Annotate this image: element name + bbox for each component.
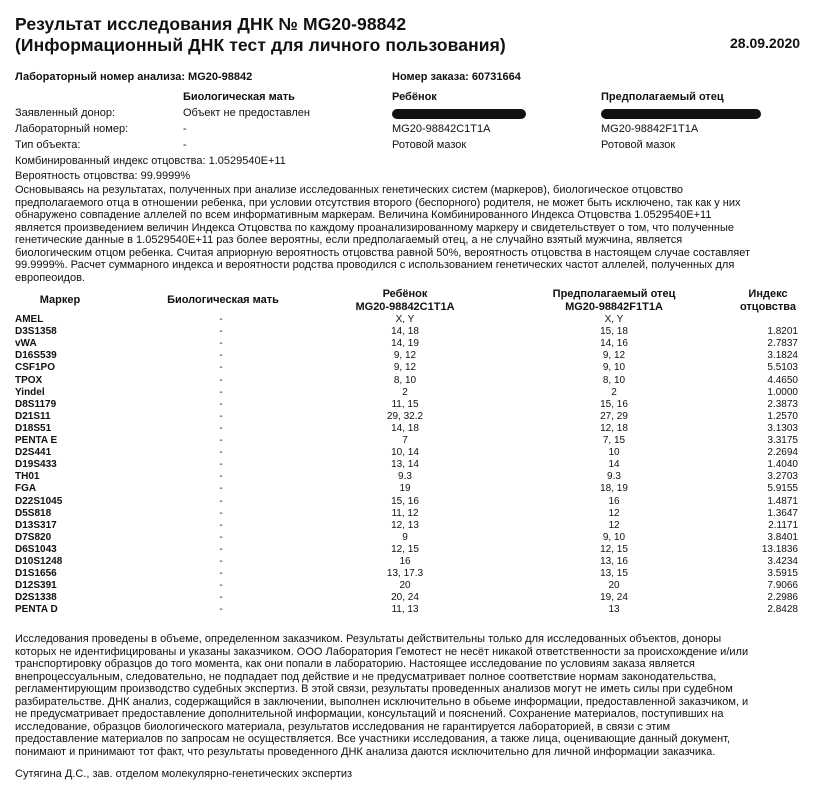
child-cell: 8, 10 <box>393 374 417 386</box>
table-row <box>0 411 819 423</box>
father-cell: 13, 16 <box>600 556 628 567</box>
participants-header-mother: Биологическая мать <box>183 91 295 103</box>
mother-cell: - <box>219 447 223 459</box>
table-row <box>0 447 819 459</box>
donor-mother: Объект не предоставлен <box>183 107 310 119</box>
father-cell: 2 <box>611 386 617 398</box>
disclaimer-paragraph <box>15 633 804 758</box>
marker-cell: CSF1PO <box>15 362 56 374</box>
mother-cell: - <box>219 495 223 507</box>
table-row <box>0 592 819 604</box>
conclusion-line: обнаружено совпадение аллелей по всем информативным маркерам. Величина Комбинированного Индекса Отцовства 1.0529540E+11 <box>15 209 712 221</box>
child-cell: X, Y <box>395 314 415 325</box>
table-row <box>0 556 819 568</box>
mother-cell: - <box>219 410 223 422</box>
child-cell: 19 <box>399 483 411 495</box>
marker-cell: D6S1043 <box>15 543 57 555</box>
table-row <box>0 568 819 580</box>
marker-cell: D2S441 <box>15 447 52 459</box>
child-cell: 16 <box>399 556 411 567</box>
title-line-2: (Информационный ДНК тест для личного пользования) <box>15 35 506 55</box>
table-header-child <box>345 288 465 313</box>
father-cell: 27, 29 <box>600 410 628 422</box>
table-row <box>0 483 819 495</box>
table-row <box>0 532 819 544</box>
object-type-label: Тип объекта: <box>15 139 81 151</box>
father-cell: 15, 16 <box>600 398 628 410</box>
table-row <box>0 375 819 387</box>
index-cell: 4.4650 <box>767 374 798 386</box>
table-header-father <box>539 288 689 313</box>
report-title <box>15 14 506 56</box>
mother-cell: - <box>219 435 223 446</box>
child-cell: 14, 18 <box>391 326 419 338</box>
mother-cell: - <box>219 519 223 531</box>
table-row <box>0 314 819 326</box>
child-cell: 9.3 <box>398 471 412 483</box>
child-cell: 20 <box>399 580 411 592</box>
disclaimer-line: не предусматривает предоставление дополнительной информации, консультаций и пояснений. Сохранение материалов, поступивших на <box>15 708 724 720</box>
table-row <box>0 387 819 399</box>
table-row <box>0 435 819 447</box>
redacted-father-name <box>601 109 761 119</box>
marker-cell: TPOX <box>15 374 43 386</box>
mother-cell: - <box>219 350 223 362</box>
mother-cell: - <box>219 580 223 592</box>
lab-number-child: MG20-98842C1T1A <box>392 123 491 135</box>
father-cell: 9, 10 <box>602 531 626 543</box>
table-row <box>0 338 819 350</box>
index-cell: 3.3175 <box>767 435 798 446</box>
table-row <box>0 326 819 338</box>
marker-cell: D18S51 <box>15 422 52 434</box>
father-cell: 15, 18 <box>600 326 628 338</box>
child-cell: 9, 12 <box>393 350 417 362</box>
marker-cell: D5S818 <box>15 507 52 519</box>
disclaimer-line: Исследования проведены в объеме, определенном заказчиком. Результаты действительны только для исследованных объектов, доноры <box>15 633 722 645</box>
lab-analysis-number: Лабораторный номер анализа: MG20-98842 <box>15 71 253 83</box>
disclaimer-line: регламентирующим производство судебных экспертиз. В этой связи, результаты проведенных анализов могут не иметь силы при судебном <box>15 683 733 695</box>
report-date: 28.09.2020 <box>730 35 801 51</box>
child-cell: 15, 16 <box>391 495 419 507</box>
index-cell: 1.2570 <box>767 410 798 422</box>
object-type-mother: - <box>183 139 187 151</box>
table-header-marker: Маркер <box>39 294 81 306</box>
child-cell: 12, 15 <box>391 543 419 555</box>
index-cell: 5.5103 <box>767 362 798 374</box>
father-cell: 9.3 <box>607 471 621 483</box>
table-header-child-title: Ребёнок <box>382 288 428 300</box>
mother-cell: - <box>219 543 223 555</box>
child-cell: 9 <box>402 531 408 543</box>
table-row <box>0 580 819 592</box>
marker-cell: D16S539 <box>15 350 57 362</box>
mother-cell: - <box>219 326 223 338</box>
conclusion-line: Основываясь на результатах, полученных при анализе исследованных генетических систем (маркеров), биологическое отцовство <box>15 184 684 196</box>
mother-cell: - <box>219 531 223 543</box>
child-cell: 13, 17.3 <box>386 568 424 580</box>
order-number: Номер заказа: 60731664 <box>392 71 521 83</box>
index-cell: 3.1824 <box>767 350 798 362</box>
index-cell: 3.8401 <box>767 531 798 543</box>
lab-number-mother: - <box>183 123 187 135</box>
mother-cell: - <box>219 314 223 325</box>
participants-header-child: Ребёнок <box>392 91 437 103</box>
father-cell: 12, 15 <box>600 543 628 555</box>
father-cell: 10 <box>608 447 620 459</box>
mother-cell: - <box>219 604 223 616</box>
index-cell: 2.8428 <box>767 604 798 616</box>
mother-cell: - <box>219 556 223 567</box>
child-cell: 2 <box>402 386 408 398</box>
marker-cell: D3S1358 <box>15 326 57 338</box>
father-cell: 19, 24 <box>600 592 628 604</box>
table-row <box>0 604 819 616</box>
table-row <box>0 544 819 556</box>
child-cell: 29, 32.2 <box>386 410 424 422</box>
table-header-mother: Биологическая мать <box>167 294 279 306</box>
child-cell: 11, 15 <box>391 398 419 410</box>
index-cell: 3.4234 <box>767 556 798 567</box>
mother-cell: - <box>219 362 223 374</box>
disclaimer-line: исследование, образцов биологического материала, результатов исследования не гарантируется лабораторией, в связи с этим <box>15 720 671 733</box>
marker-cell: D7S820 <box>15 531 52 543</box>
table-header-father-id: MG20-98842F1T1A <box>565 300 663 313</box>
redacted-child-name <box>392 109 526 119</box>
index-cell: 2.2986 <box>767 592 798 604</box>
mother-cell: - <box>219 374 223 386</box>
table-row <box>0 520 819 532</box>
disclaimer-line: предоставление материалов по запросам не осуществляется. Все участники исследования, а также лица, оценивающие данный документ, <box>15 733 731 745</box>
marker-cell: AMEL <box>15 314 44 325</box>
object-type-father: Ротовой мазок <box>601 139 676 151</box>
mother-cell: - <box>219 568 223 580</box>
table-row <box>0 508 819 520</box>
table-row <box>0 459 819 471</box>
marker-cell: PENTA D <box>15 604 58 616</box>
index-cell: 2.3873 <box>767 398 798 410</box>
child-cell: 13, 14 <box>391 459 419 471</box>
marker-cell: Yindel <box>15 386 45 398</box>
marker-cell: D10S1248 <box>15 556 63 567</box>
father-cell: 12 <box>608 519 620 531</box>
father-cell: 12 <box>608 507 620 519</box>
table-header-child-id: MG20-98842C1T1A <box>355 300 455 313</box>
index-cell: 1.0000 <box>767 386 798 398</box>
conclusion-line: генетические данные в 1.0529540E+11 раз более вероятны, если предполагаемый отец, а не случайно взятый мужчина, является <box>15 234 683 246</box>
father-cell: 16 <box>608 495 620 507</box>
table-row <box>0 423 819 435</box>
signature: Сутягина Д.С., зав. отделом молекулярно-генетических экспертиз <box>15 768 353 780</box>
child-cell: 10, 14 <box>391 447 419 459</box>
marker-cell: vWA <box>15 338 37 350</box>
marker-cell: D13S317 <box>15 519 57 531</box>
father-cell: 13, 15 <box>600 568 628 580</box>
father-cell: 14 <box>608 459 620 471</box>
index-cell: 1.3647 <box>767 507 798 519</box>
marker-cell: D2S1338 <box>15 592 57 604</box>
child-cell: 12, 13 <box>391 519 419 531</box>
child-cell: 11, 12 <box>391 507 419 519</box>
marker-cell: D8S1179 <box>15 398 57 410</box>
mother-cell: - <box>219 422 223 434</box>
conclusion-line: предполагаемого отца в отношении ребенка, при условии отсутствия второго (беспорного) родителя, не может быть исключено, так как у них <box>15 196 741 209</box>
index-cell: 2.2694 <box>767 447 798 459</box>
lab-number-father: MG20-98842F1T1A <box>601 123 699 135</box>
father-cell: 14, 16 <box>600 338 628 350</box>
father-cell: 18, 19 <box>600 483 628 495</box>
index-cell: 1.8201 <box>767 326 798 338</box>
mother-cell: - <box>219 592 223 604</box>
mother-cell: - <box>219 483 223 495</box>
marker-cell: D22S1045 <box>15 495 63 507</box>
paternity-probability: Вероятность отцовства: 99.9999% <box>15 170 191 182</box>
father-cell: 9, 12 <box>602 350 626 362</box>
marker-cell: PENTA E <box>15 435 58 446</box>
child-cell: 11, 13 <box>391 604 419 616</box>
table-row <box>0 399 819 411</box>
index-cell: 3.1303 <box>767 422 798 434</box>
table-header-index <box>733 288 803 313</box>
conclusion-paragraph <box>15 184 804 284</box>
donor-label: Заявленный донор: <box>15 107 116 119</box>
mother-cell: - <box>219 386 223 398</box>
index-cell: 13.1836 <box>761 543 798 555</box>
conclusion-line: европеоидов. <box>15 271 85 284</box>
table-header-father-title: Предполагаемый отец <box>552 288 676 300</box>
index-cell: 7.9066 <box>767 580 798 592</box>
child-cell: 14, 18 <box>391 422 419 434</box>
conclusion-line: 99.9999%. Расчет суммарного индекса и вероятности родства проводился с использованием генетических частот аллелей, полученных для <box>15 259 735 271</box>
mother-cell: - <box>219 398 223 410</box>
index-cell: 3.5915 <box>767 568 798 580</box>
object-type-child: Ротовой мазок <box>392 139 467 151</box>
disclaimer-line: внепроцессуальным, следовательно, не подпадает под действие и не предусматривает полное соответствие нормам законодательства, <box>15 670 717 683</box>
table-header-index-title: Индекс <box>748 288 788 300</box>
mother-cell: - <box>219 338 223 350</box>
father-cell: 13 <box>608 604 620 616</box>
marker-cell: FGA <box>15 483 37 495</box>
title-line-1: Результат исследования ДНК № MG20-98842 <box>15 14 407 34</box>
child-cell: 14, 19 <box>391 338 419 350</box>
index-cell: 1.4871 <box>767 495 798 507</box>
index-cell: 1.4040 <box>767 459 798 471</box>
index-cell: 3.2703 <box>767 471 798 483</box>
father-cell: 9, 10 <box>602 362 626 374</box>
combined-index: Комбинированный индекс отцовства: 1.0529540E+11 <box>15 155 286 167</box>
disclaimer-line: разбирательстве. ДНК анализ, содержащийся в заключении, выполнен исключительно в обьеме информации, предоставленной заказчиком, и <box>15 695 749 708</box>
father-cell: 20 <box>608 580 620 592</box>
father-cell: 8, 10 <box>602 374 626 386</box>
father-cell: 12, 18 <box>600 422 628 434</box>
child-cell: 20, 24 <box>391 592 419 604</box>
marker-cell: TH01 <box>15 471 40 483</box>
table-row <box>0 471 819 483</box>
disclaimer-line: понимают и принимают тот факт, что результаты проведенного ДНК анализа даются исключительно для личной информации заказчика. <box>15 745 716 758</box>
participants-header-father: Предполагаемый отец <box>601 91 724 103</box>
lab-number-label: Лабораторный номер: <box>15 123 129 135</box>
conclusion-line: биологическим отцом ребенка. Считая априорную вероятность отцовства равной 50%, вероятность отцовства в настоящем случае составляет <box>15 246 751 259</box>
marker-cell: D12S391 <box>15 580 57 592</box>
conclusion-line: является произведением величин Индекса Отцовства по каждому проанализированному маркеру и свидетельствует о том, что полученные <box>15 221 734 234</box>
table-row <box>0 496 819 508</box>
mother-cell: - <box>219 471 223 483</box>
mother-cell: - <box>219 507 223 519</box>
index-cell: 2.7837 <box>767 338 798 350</box>
child-cell: 7 <box>402 435 408 446</box>
father-cell: X, Y <box>604 314 624 325</box>
marker-cell: D21S11 <box>15 410 51 422</box>
marker-cell: D19S433 <box>15 459 57 471</box>
disclaimer-line: транспортировку образцов до того момента, как они попали в лабораторию. Настоящее исследование по условиям заказа является <box>15 658 695 670</box>
marker-cell: D1S1656 <box>15 568 57 580</box>
index-cell: 2.1171 <box>768 519 798 531</box>
disclaimer-line: которых не идентифицированы и указаны заказчиком. ООО Лаборатория Гемотест не несёт никакой ответственности за происхождение и/или <box>15 645 749 658</box>
father-cell: 7, 15 <box>602 435 626 446</box>
table-row <box>0 350 819 362</box>
mother-cell: - <box>219 459 223 471</box>
table-row <box>0 362 819 374</box>
index-cell: 5.9155 <box>767 483 798 495</box>
child-cell: 9, 12 <box>393 362 417 374</box>
table-header-index-subtitle: отцовства <box>739 300 797 313</box>
